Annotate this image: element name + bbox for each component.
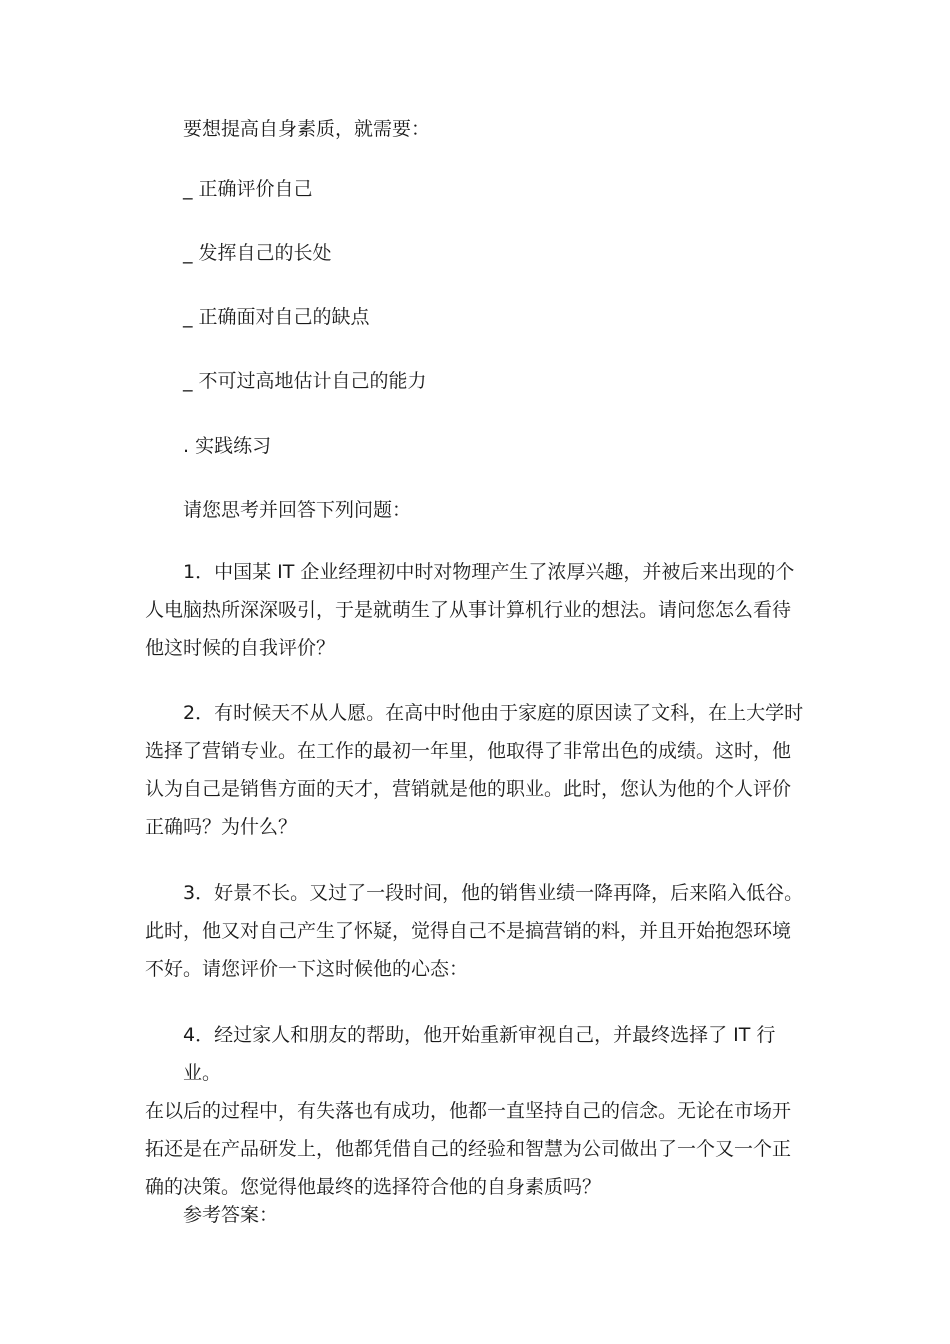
bullet-item: _ 正确评价自己: [183, 178, 313, 200]
questions-prompt: 请您思考并回答下列问题：: [183, 499, 412, 521]
question-line: 确的决策。您觉得他最终的选择符合他的自身素质吗？: [145, 1176, 602, 1198]
question-line: 拓还是在产品研发上，他都凭借自己的经验和智慧为公司做出了一个又一个正: [145, 1138, 792, 1160]
question-line: 2．有时候天不从人愿。在高中时他由于家庭的原因读了文科，在上大学时: [183, 702, 804, 724]
question-line: 此时，他又对自己产生了怀疑，觉得自己不是搞营销的料，并且开始抱怨环境: [145, 920, 792, 942]
intro-text: 要想提高自身素质，就需要：: [183, 118, 431, 140]
question-line: 3．好景不长。又过了一段时间，他的销售业绩一降再降，后来陷入低谷。: [183, 882, 804, 904]
question-line: 4．经过家人和朋友的帮助，他开始重新审视自己，并最终选择了 IT 行业。: [183, 1024, 776, 1084]
question-line: 1．中国某 IT 企业经理初中时对物理产生了浓厚兴趣，并被后来出现的个: [183, 561, 795, 583]
question-line: 人电脑热所深深吸引，于是就萌生了从事计算机行业的想法。请问您怎么看待: [145, 599, 792, 621]
question-line: 认为自己是销售方面的天才，营销就是他的职业。此时，您认为他的个人评价: [145, 778, 792, 800]
answer-label: 参考答案：: [183, 1204, 279, 1226]
bullet-item: _ 正确面对自己的缺点: [183, 306, 370, 328]
question-3: [145, 874, 805, 988]
question-line: 不好。请您评价一下这时候他的心态：: [145, 958, 469, 980]
section-heading: . 实践练习: [183, 435, 272, 457]
question-line: 他这时候的自我评价？: [145, 637, 336, 659]
question-1: [145, 553, 805, 667]
question-line: 在以后的过程中，有失落也有成功，他都一直坚持自己的信念。无论在市场开: [145, 1100, 792, 1122]
question-line: 选择了营销专业。在工作的最初一年里，他取得了非常出色的成绩。这时，他: [145, 740, 792, 762]
question-4: [145, 1016, 805, 1206]
bullet-item: _ 发挥自己的长处: [183, 242, 332, 264]
question-line: 正确吗？为什么？: [145, 816, 298, 838]
question-2: [145, 694, 805, 846]
bullet-item: _ 不可过高地估计自己的能力: [183, 370, 427, 392]
